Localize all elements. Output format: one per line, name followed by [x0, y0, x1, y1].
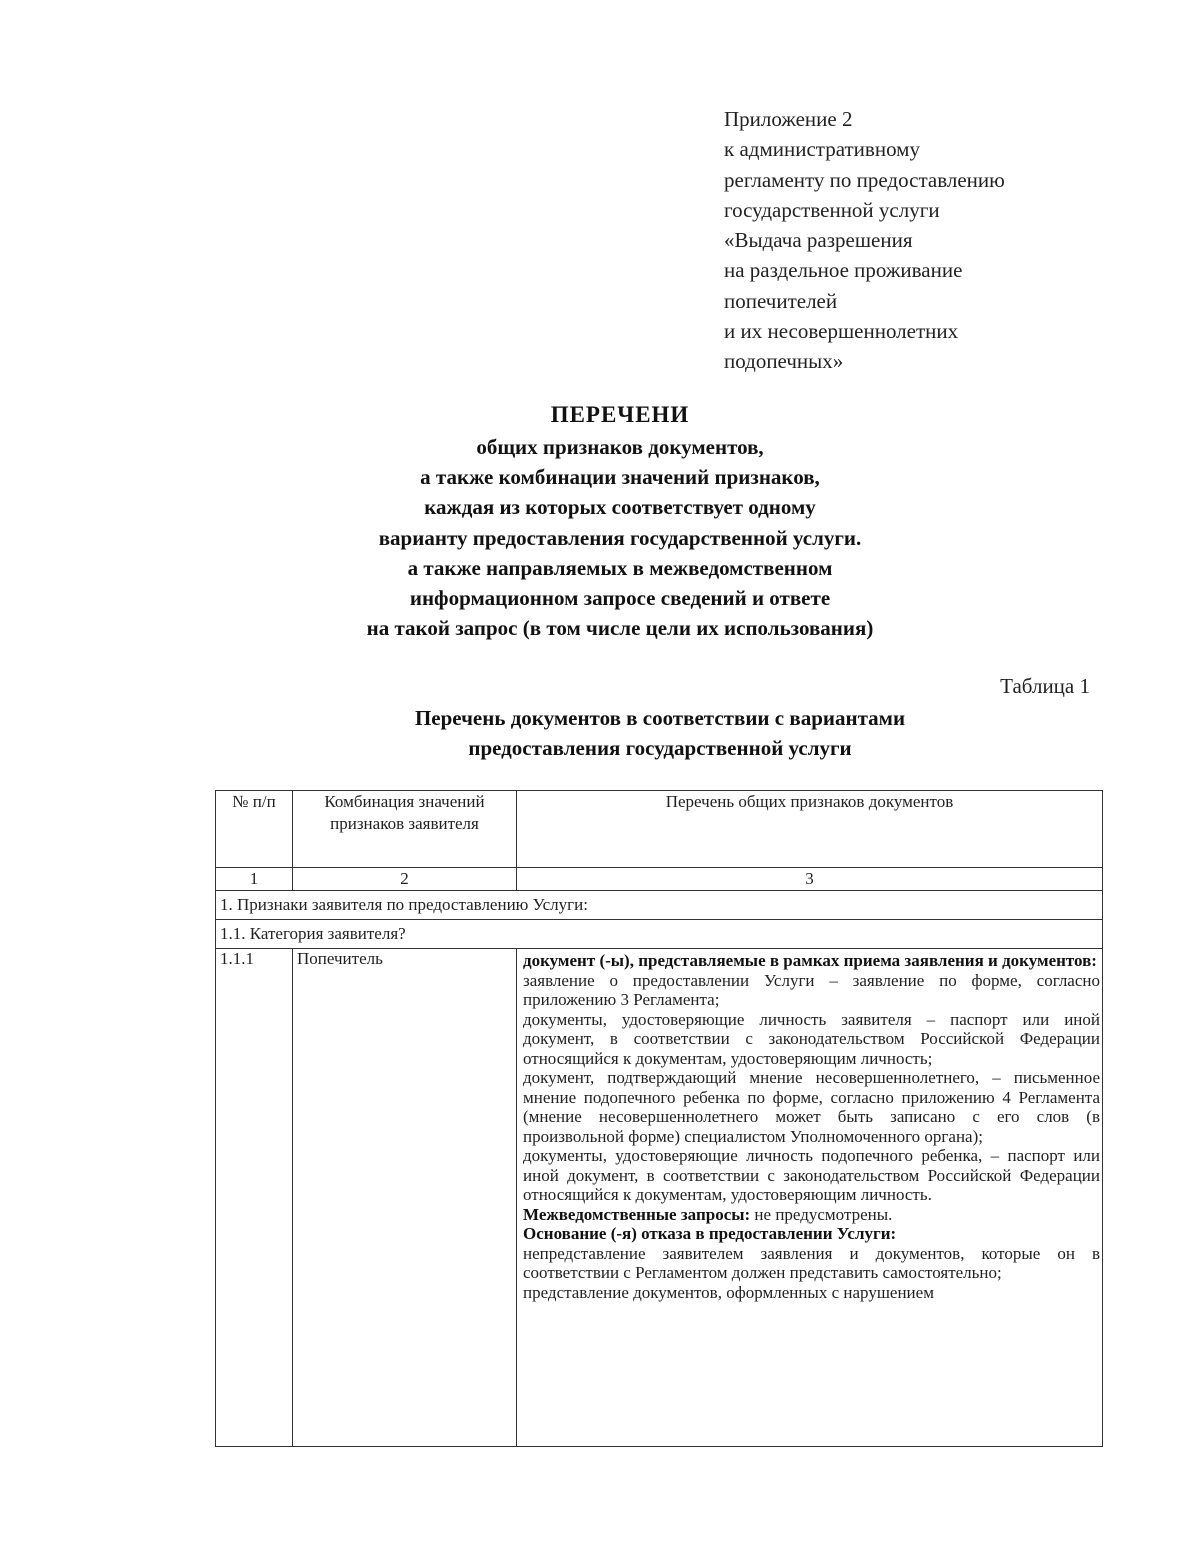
content-bold: Основание (-я) отказа в предоставлении Услуги: [523, 1224, 897, 1243]
annex-line: и их несовершеннолетних [724, 319, 959, 344]
document-title [290, 398, 950, 643]
content-text: документы, удостоверяющие личность заявителя – паспорт или иной документ, в соответствии с законодательством Российской Федерации относящийся к документам, удостоверяющим личность; [523, 1009, 1100, 1068]
header-number: № п/п [216, 791, 293, 868]
column-number: 2 [293, 868, 517, 891]
annex-line: Приложение 2 [724, 107, 853, 131]
content-text: непредставление заявителем заявления и документов, которые он в соответствии с Регламентом должен представить самостоятельно; [523, 1243, 1100, 1282]
table-title-line: предоставления государственной услуги [468, 736, 852, 760]
table-title [300, 703, 1020, 763]
section-row [216, 920, 1103, 949]
annex-line: «Выдача разрешения [724, 228, 913, 253]
content-paragraph [523, 1224, 1100, 1244]
annex-line: к административному [724, 137, 920, 162]
title-line: а также комбинации значений признаков, [420, 465, 820, 490]
column-number-row [216, 868, 1103, 891]
title-line: варианту предоставления государственной услуги. [378, 525, 862, 550]
title-line: каждая из которых соответствует одному [424, 495, 816, 520]
documents-table [215, 790, 1103, 1447]
header-document-features: Перечень общих признаков документов [517, 791, 1103, 868]
content-paragraph [523, 951, 1100, 971]
annex-line: на раздельное проживание [724, 258, 963, 283]
row-content [517, 949, 1103, 1447]
title-main: ПЕРЕЧЕНИ [550, 402, 690, 427]
header-applicant-combination: Комбинация значений признаков заявителя [293, 791, 517, 868]
annex-line: государственной услуги [724, 197, 940, 222]
title-line: информационном запросе сведений и ответе [409, 586, 831, 611]
content-paragraph [523, 971, 1100, 1010]
table-row [216, 949, 1103, 1447]
content-paragraph [523, 1283, 1100, 1303]
content-text: документ, подтверждающий мнение несовершеннолетнего, – письменное мнение подопечного ребенка по форме, согласно приложению 4 Регламента (мнение несовершеннолетнего может быть записано с его слов (в произвольной форме) специалистом Уполномоченного органа); [523, 1068, 1100, 1146]
table-header-row [216, 791, 1103, 868]
content-text: заявление о предоставлении Услуги – заявление по форме, согласно приложению 3 Регламента; [523, 970, 1100, 1009]
section-row [216, 891, 1103, 920]
section-1-heading: 1. Признаки заявителя по предоставлению Услуги: [216, 891, 1103, 920]
content-text: документы, удостоверяющие личность подопечного ребенка, – паспорт или иной документ, в соответствии с законодательством Российской Федерации относящийся к документам, удостоверяющим личность. [523, 1146, 1100, 1204]
table-title-line: Перечень документов в соответствии с вариантами [414, 706, 906, 730]
annex-line: подопечных» [724, 349, 844, 374]
content-paragraph [523, 1010, 1100, 1069]
content-bold: документ (-ы), представляемые в рамках приема заявления и документов: [523, 951, 1097, 970]
content-text: не предусмотрены. [750, 1204, 893, 1224]
title-line: на такой запрос (в том числе цели их использования) [366, 616, 874, 641]
table-label: Таблица 1 [1000, 674, 1090, 698]
section-1-1-heading: 1.1. Категория заявителя? [216, 920, 1103, 949]
row-applicant: Попечитель [293, 949, 517, 1447]
row-number: 1.1.1 [216, 949, 293, 1447]
title-line: общих признаков документов, [476, 435, 764, 459]
content-bold: Межведомственные запросы: [523, 1204, 751, 1224]
annex-block [724, 104, 1164, 377]
annex-line: регламенту по предоставлению [724, 167, 1005, 192]
content-text: представление документов, оформленных с нарушением [523, 1282, 934, 1302]
annex-line: попечителей [724, 288, 838, 313]
content-paragraph [523, 1068, 1100, 1146]
content-paragraph [523, 1244, 1100, 1283]
content-paragraph [523, 1146, 1100, 1205]
title-line: а также направляемых в межведомственном [407, 555, 833, 580]
column-number: 3 [517, 868, 1103, 891]
content-paragraph [523, 1205, 1100, 1225]
column-number: 1 [216, 868, 293, 891]
